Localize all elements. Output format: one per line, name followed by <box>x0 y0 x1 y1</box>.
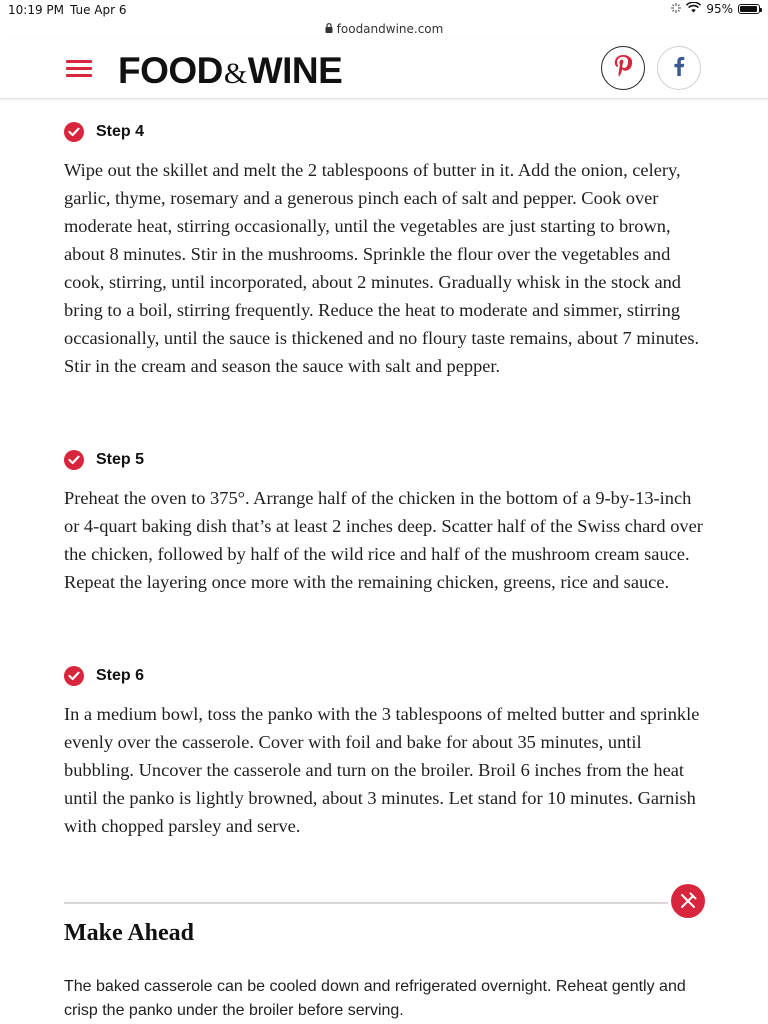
wifi-icon <box>686 2 701 16</box>
battery-icon <box>738 4 760 14</box>
address-bar[interactable] <box>0 18 768 40</box>
step-text: In a medium bowl, toss the panko with the 3 tablespoons of melted butter and sprinkle evenly over the casserole. Cover with foil and bake for about 35 minutes, until bubbling. Uncover the casserole and turn on the broiler. Broil 6 inches from the heat until the panko is lightly browned, about 3 minutes. Let stand for 10 minutes. Garnish with chopped parsley and serve. <box>64 704 700 836</box>
step-text: Preheat the oven to 375°. Arrange half of the chicken in the bottom of a 9-by-13-inch or 4-quart baking dish that’s at least 2 inches deep. Scatter half of the Swiss chard over the chicken, followed by half of the wild rice and half of the mushroom cream sauce. Repeat the layering once more with the remaining chicken, greens, rice and sauce. <box>64 488 703 592</box>
pinterest-button[interactable] <box>601 46 645 90</box>
checkmark-icon[interactable] <box>64 450 84 470</box>
status-right <box>671 2 760 16</box>
status-bar <box>0 0 768 20</box>
battery-percent: 95% <box>706 2 733 16</box>
recipe-step <box>64 664 704 840</box>
site-logo[interactable] <box>118 50 342 92</box>
step-label: Step 5 <box>96 451 145 468</box>
step-label: Step 4 <box>96 123 145 140</box>
step-header <box>64 448 704 472</box>
checkmark-icon[interactable] <box>64 666 84 686</box>
facebook-button[interactable] <box>657 46 701 90</box>
lock-icon <box>325 23 333 36</box>
facebook-icon <box>673 56 685 81</box>
recipe-step <box>64 448 704 596</box>
logo-ampersand: & <box>223 57 247 90</box>
status-time: 10:19 PM <box>8 3 64 17</box>
section-divider <box>64 902 668 904</box>
hamburger-icon[interactable] <box>66 60 92 78</box>
logo-food: FOOD <box>118 50 223 91</box>
signal-activity-icon <box>671 2 681 16</box>
step-header <box>64 664 704 688</box>
logo-wine: WINE <box>247 50 343 91</box>
pinterest-icon <box>613 54 633 83</box>
status-date: Tue Apr 6 <box>70 3 127 17</box>
url-text[interactable]: foodandwine.com <box>336 22 444 36</box>
checkmark-icon[interactable] <box>64 122 84 142</box>
site-header <box>0 40 768 99</box>
make-ahead-text: The baked casserole can be cooled down and refrigerated overnight. Reheat gently and crisp the panko under the broiler before serving. <box>64 978 686 1019</box>
recipe-step <box>64 120 704 380</box>
step-text: Wipe out the skillet and melt the 2 tablespoons of butter in it. Add the onion, celery, garlic, thyme, rosemary and a generous pinch each of salt and pepper. Cook over moderate heat, stirring occasionally, until the vegetables are just starting to brown, about 8 minutes. Stir in the mushrooms. Sprinkle the flour over the vegetables and cook, stirring, until incorporated, about 2 minutes. Gradually whisk in the stock and bring to a boil, stirring frequently. Reduce the heat to moderate and simmer, stirring occasionally, until the sauce is thickened and no floury taste remains, about 7 minutes. Stir in the cream and season the sauce with salt and pepper. <box>64 160 700 376</box>
step-header <box>64 120 704 144</box>
step-label: Step 6 <box>96 667 145 684</box>
make-ahead-title: Make Ahead <box>64 920 195 946</box>
utensils-icon <box>671 884 705 918</box>
